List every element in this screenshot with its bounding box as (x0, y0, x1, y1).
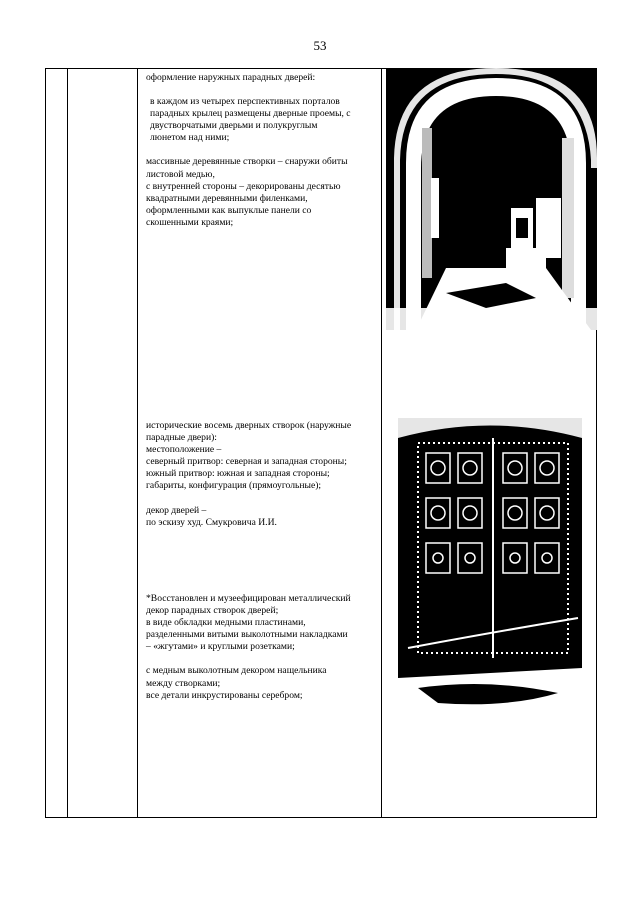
portal-doors-description (146, 72, 378, 229)
column-divider (67, 69, 68, 817)
paragraph: массивные деревянные створки – снаружи обиты листовой медью, с внутренней стороны – декорированы десятью квадратными деревянными филенками, оформленными как выпуклые панели со скошенными краями; (146, 156, 348, 228)
paragraph: *Восстановлен и музеефицирован металлический декор парадных створок дверей; в виде обкладки медными пластинами, разделенными витыми выколотными накладками – «жгутами» и круглыми розетками; (146, 593, 351, 653)
portal-arch-photo (386, 68, 597, 330)
decorated-doors-photo (398, 418, 582, 732)
paragraph: в каждом из четырех перспективных порталов парадных крылец размещены дверные проемы, с двустворчатыми дверьми и полукруглым люнетом над ними; (150, 96, 351, 144)
historic-doors-description (146, 420, 378, 529)
paragraph: декор дверей – по эскизу худ. Смукровича И.И. (146, 504, 277, 528)
paragraph: исторические восемь дверных створок (наружные парадные двери): местоположение – северный притвор: северная и западная стороны; южный притвор: южная и западная стороны; габариты, конфигурация (прямоугольные); (146, 420, 352, 492)
paragraph: с медным выколотным декором нащельника между створками; все детали инкрустированы серебром; (146, 665, 327, 701)
column-divider (137, 69, 138, 817)
paragraph: оформление наружных парадных дверей: (146, 72, 316, 83)
restoration-description (146, 593, 378, 702)
column-divider (381, 69, 382, 817)
page-number: 53 (313, 38, 327, 53)
